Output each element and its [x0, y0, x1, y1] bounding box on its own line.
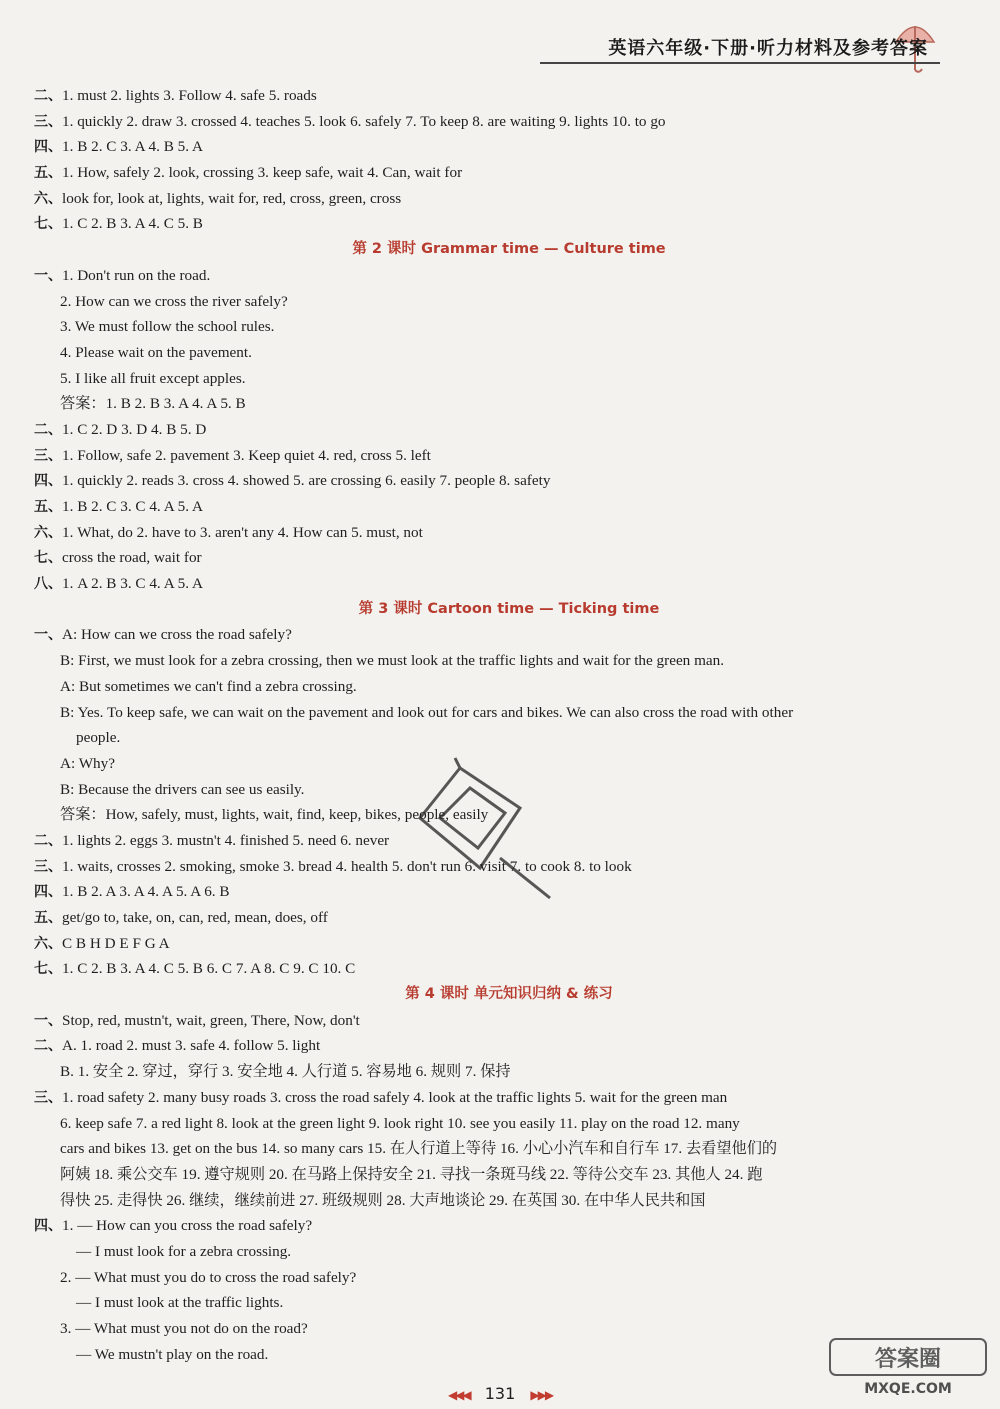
line-text: 1. A 2. B 3. C 4. A 5. A: [62, 575, 203, 593]
answer-line: [34, 648, 924, 674]
answer-line: [34, 494, 924, 520]
answer-line: [34, 545, 924, 571]
line-text: — I must look for a zebra crossing.: [76, 1242, 292, 1260]
answer-line: [34, 931, 924, 957]
section-marker: 七、: [34, 216, 62, 233]
line-text: 4. Please wait on the pavement.: [60, 343, 252, 361]
line-text: 答案：1. B 2. B 3. A 4. A 5. B: [60, 395, 246, 413]
svg-text:答案圈: 答案圈: [874, 1347, 942, 1372]
page-number: 131: [484, 1384, 516, 1403]
section-marker: 七、: [34, 961, 62, 978]
section-marker: 五、: [34, 910, 62, 926]
line-text: 1. waits, crosses 2. smoking, smoke 3. bread 4. health 5. don't run 6. visit 7. to cook 8. to look: [62, 857, 632, 875]
answer-line: [34, 263, 924, 289]
answer-line: [34, 622, 924, 648]
section-marker: 二、: [34, 421, 62, 438]
answer-line: [34, 1008, 924, 1034]
line-text: 1. road safety 2. many busy roads 3. cross the road safely 4. look at the traffic lights 5. wait for the green man: [62, 1088, 728, 1106]
section-marker: 一、: [34, 627, 62, 644]
answer-line: [34, 417, 924, 443]
answer-line: [34, 1265, 924, 1291]
section-marker: 一、: [34, 1012, 62, 1029]
line-text: A: But sometimes we can't find a zebra crossing.: [60, 677, 357, 695]
line-text: 1. quickly 2. draw 3. crossed 4. teaches 5. look 6. safely 7. To keep 8. are waiting 9. lights 10. to go: [62, 112, 666, 130]
answer-line: [34, 1342, 924, 1368]
line-text: A: Why?: [60, 754, 115, 772]
line-text: 6. keep safe 7. a red light 8. look at the green light 9. look right 10. see you easily 11. play on the road 12. many: [60, 1114, 740, 1132]
line-text: — We mustn't play on the road.: [76, 1345, 269, 1363]
line-text: get/go to, take, on, can, red, mean, does, off: [62, 909, 328, 926]
lesson-title: [34, 597, 924, 623]
section-marker: 三、: [34, 858, 62, 875]
answer-line: [34, 211, 924, 237]
line-text: 第 3 课时 Cartoon time — Ticking time: [358, 600, 660, 617]
answer-line: [34, 1085, 924, 1111]
line-text: C B H D E F G A: [62, 934, 170, 952]
section-marker: 二、: [34, 88, 62, 104]
line-text: 得快 25. 走得快 26. 继续，继续前进 27. 班级规则 28. 大声地谈论 29. 在英国 30. 在中华人民共和国: [60, 1191, 706, 1209]
line-text: 1. B 2. A 3. A 4. A 5. A 6. B: [62, 883, 230, 901]
answer-line: [34, 1188, 924, 1214]
line-text: B. 1. 安全 2. 穿过，穿行 3. 安全地 4. 人行道 5. 容易地 6. 规则 7. 保持: [60, 1063, 511, 1081]
right-arrows-icon: ▶▶▶: [530, 1388, 553, 1402]
line-text: 1. How, safely 2. look, crossing 3. keep safe, wait 4. Can, wait for: [62, 164, 463, 182]
section-marker: 一、: [34, 267, 62, 284]
line-text: 阿姨 18. 乘公交车 19. 遵守规则 20. 在马路上保持安全 21. 寻找一条斑马线 22. 等待公交车 23. 其他人 24. 跑: [60, 1165, 763, 1183]
answer-line: [34, 1136, 924, 1162]
line-text: cars and bikes 13. get on the bus 14. so many cars 15. 在人行道上等待 16. 小心小汽车和自行车 17. 去看望他们的: [60, 1140, 778, 1158]
section-marker: 四、: [34, 1218, 62, 1235]
section-marker: 三、: [34, 113, 62, 130]
line-text: 1. quickly 2. reads 3. cross 4. showed 5. are crossing 6. easily 7. people 8. safety: [62, 472, 551, 490]
left-arrows-icon: ◀◀◀: [447, 1388, 470, 1402]
answer-line: [34, 1033, 924, 1059]
line-text: 1. Follow, safe 2. pavement 3. Keep quiet 4. red, cross 5. left: [62, 446, 431, 464]
section-marker: 四、: [34, 139, 62, 156]
answer-line: [34, 1239, 924, 1265]
page-footer: [0, 1384, 1000, 1403]
line-text: 1. What, do 2. have to 3. aren't any 4. How can 5. must, not: [62, 523, 423, 541]
line-text: look for, look at, lights, wait for, red, cross, green, cross: [62, 189, 402, 207]
answer-line: [34, 134, 924, 160]
line-text: 1. C 2. D 3. D 4. B 5. D: [62, 420, 207, 438]
section-marker: 六、: [34, 524, 62, 541]
answer-content: [34, 83, 924, 1367]
line-text: 2. How can we cross the river safely?: [60, 292, 288, 310]
answer-line: [34, 314, 924, 340]
section-marker: 三、: [34, 1089, 62, 1106]
section-marker: 四、: [34, 473, 62, 490]
header-divider: [540, 62, 940, 64]
section-marker: 八、: [34, 576, 62, 593]
line-text: 1. Don't run on the road.: [62, 266, 211, 284]
section-marker: 二、: [34, 832, 62, 849]
line-text: 答案：How, safely, must, lights, wait, find, keep, bikes, people, easily: [60, 806, 489, 824]
lesson-title: [34, 237, 924, 263]
answer-line: [34, 289, 924, 315]
lesson-title: [34, 982, 924, 1008]
answer-line: [34, 674, 924, 700]
section-marker: 三、: [34, 447, 62, 464]
answer-line: [34, 956, 924, 982]
watermark-url: MXQE.COM: [864, 1381, 952, 1397]
section-marker: 五、: [34, 499, 62, 515]
line-text: — I must look at the traffic lights.: [76, 1294, 284, 1312]
line-text: B: Yes. To keep safe, we can wait on the pavement and look out for cars and bikes. We can also cross the road with other: [60, 703, 794, 721]
line-text: 第 4 课时 单元知识归纳 & 练习: [405, 986, 613, 1003]
line-text: 3. — What must you not do on the road?: [60, 1320, 308, 1337]
section-marker: 七、: [34, 550, 62, 567]
answer-line: [34, 1316, 924, 1342]
page-header-title: 英语六年级·下册·听力材料及参考答案: [608, 38, 928, 59]
line-text: 1. — How can you cross the road safely?: [62, 1217, 313, 1235]
line-text: 1. lights 2. eggs 3. mustn't 4. finished 5. need 6. never: [62, 831, 390, 849]
line-text: 1. B 2. C 3. C 4. A 5. A: [62, 498, 203, 515]
line-text: 5. I like all fruit except apples.: [60, 369, 246, 387]
section-marker: 五、: [34, 165, 62, 182]
section-marker: 二、: [34, 1038, 62, 1055]
line-text: 第 2 课时 Grammar time — Culture time: [352, 241, 666, 258]
answer-line: [34, 160, 924, 186]
line-text: 1. C 2. B 3. A 4. C 5. B: [62, 215, 203, 233]
line-text: 1. B 2. C 3. A 4. B 5. A: [62, 138, 203, 156]
answer-line: [34, 468, 924, 494]
line-text: 1. must 2. lights 3. Follow 4. safe 5. roads: [62, 87, 317, 104]
answer-line: [34, 186, 924, 212]
section-marker: 六、: [34, 190, 62, 207]
answer-line: [34, 520, 924, 546]
answer-line: [34, 1213, 924, 1239]
line-text: people.: [76, 729, 121, 747]
answer-line: [34, 366, 924, 392]
line-text: B: First, we must look for a zebra crossing, then we must look at the traffic lights and wait for the green man.: [60, 652, 725, 670]
line-text: A. 1. road 2. must 3. safe 4. follow 5. light: [62, 1037, 321, 1055]
answer-line: [34, 571, 924, 597]
answer-line: [34, 1290, 924, 1316]
line-text: Stop, red, mustn't, wait, green, There, Now, don't: [62, 1011, 360, 1029]
section-marker: 四、: [34, 884, 62, 901]
stamp-graphic: [400, 748, 580, 918]
answer-line: [34, 443, 924, 469]
answer-line: [34, 1059, 924, 1085]
answer-line: [34, 1111, 924, 1137]
answer-line: [34, 391, 924, 417]
line-text: 3. We must follow the school rules.: [60, 318, 275, 336]
line-text: A: How can we cross the road safely?: [62, 626, 292, 644]
line-text: 1. C 2. B 3. A 4. C 5. B 6. C 7. A 8. C 9. C 10. C: [62, 960, 356, 978]
line-text: 2. — What must you do to cross the road safely?: [60, 1268, 357, 1286]
answer-line: [34, 340, 924, 366]
answer-line: [34, 83, 924, 109]
section-marker: 六、: [34, 935, 62, 952]
answer-line: [34, 1162, 924, 1188]
line-text: B: Because the drivers can see us easily.: [60, 780, 305, 798]
answer-line: [34, 700, 924, 726]
answer-line: [34, 109, 924, 135]
line-text: cross the road, wait for: [62, 549, 202, 567]
